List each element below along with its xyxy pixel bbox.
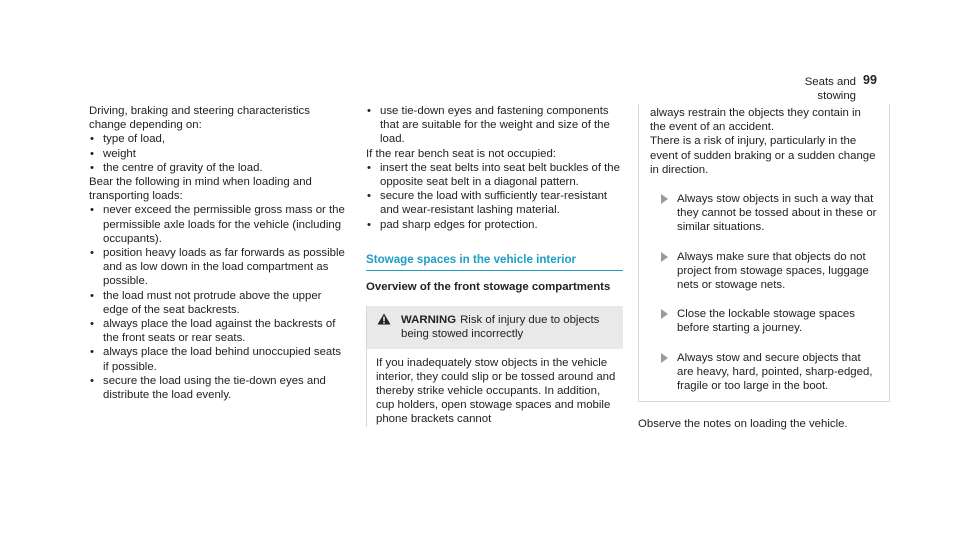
warning-continued-text: always restrain the objects they contain in the event of an accident.: [650, 107, 861, 134]
step-arrow-icon: [661, 309, 668, 319]
warning-continuation-box: [638, 104, 890, 402]
observe-notes-text: Observe the notes on loading the vehicle.: [638, 418, 848, 431]
risk-text: There is a risk of injury, particularly in the event of sudden braking or a sudden change in direction.: [650, 135, 876, 176]
list-item: • type of load,: [90, 133, 166, 146]
load-factors-list: [89, 132, 347, 175]
step-arrow-icon: [661, 252, 668, 262]
column-2: [366, 104, 623, 427]
fastening-list: [366, 104, 623, 147]
header-section-title: Seats and stowing: [804, 76, 856, 103]
step-arrow-icon: [661, 353, 668, 363]
section-heading: Stowage spaces in the vehicle interior: [366, 253, 623, 271]
warning-header: [367, 306, 623, 348]
list-item: • insert the seat belts into seat belt buckles of the opposite seat belt in a diagonal pattern.: [367, 161, 620, 189]
warning-label: WARNING: [401, 314, 457, 327]
list-item: • pad sharp edges for protection.: [367, 218, 538, 231]
warning-body: If you inadequately stow objects in the vehicle interior, they could slip or be tossed around and thereby strike vehicle occupants. In addition, cup holders, open stowage spaces and mobile phone brackets cannot: [376, 356, 616, 426]
rear-bench-text: If the rear bench seat is not occupied:: [366, 147, 556, 160]
list-item: • secure the load using the tie-down eyes and distribute the load evenly.: [90, 374, 326, 402]
list-item: • always place the load behind unoccupied seats if possible.: [90, 346, 342, 373]
column-3: [638, 104, 890, 431]
list-item: • the centre of gravity of the load.: [90, 161, 263, 174]
list-item: • use tie-down eyes and fastening components that are suitable for the weight and size of the load.: [367, 105, 610, 146]
warning-box: [366, 306, 623, 426]
step-arrow-icon: [661, 194, 668, 204]
subsection-heading: Overview of the front stowage compartments: [366, 281, 611, 294]
instruction-step: Always stow objects in such a way that they cannot be tossed about in these or similar situations.: [650, 192, 879, 235]
bear-in-mind-text: Bear the following in mind when loading and transporting loads:: [89, 176, 312, 203]
list-item: • always place the load against the backrests of the front seats or rear seats.: [90, 318, 336, 345]
instruction-step: Close the lockable stowage spaces before starting a journey.: [650, 307, 879, 335]
list-item: • position heavy loads as far forwards as possible and as low down in the load compartment as possible.: [90, 247, 345, 288]
instruction-step: Always stow and secure objects that are heavy, hard, pointed, sharp-edged, fragile or too large in the boot.: [650, 351, 879, 394]
rear-bench-list: [366, 161, 623, 232]
instruction-step: Always make sure that objects do not project from stowage spaces, luggage nets or stowage nets.: [650, 250, 879, 293]
page-number: 99: [863, 73, 877, 87]
intro-text: Driving, braking and steering characteristics change depending on:: [89, 105, 310, 132]
warning-triangle-icon: [377, 313, 391, 325]
column-1: [89, 104, 347, 402]
warning-title: Risk of injury due to objects being stowed incorrectly: [401, 314, 600, 341]
loading-rules-list: [89, 203, 347, 402]
list-item: • the load must not protrude above the upper edge of the seat backrests.: [90, 289, 322, 316]
list-item: • secure the load with sufficiently tear-resistant and wear-resistant lashing material.: [367, 190, 608, 217]
list-item: • weight: [90, 147, 136, 160]
list-item: • never exceed the permissible gross mass or the permissible axle loads for the vehicle (including occupants).: [90, 204, 345, 245]
